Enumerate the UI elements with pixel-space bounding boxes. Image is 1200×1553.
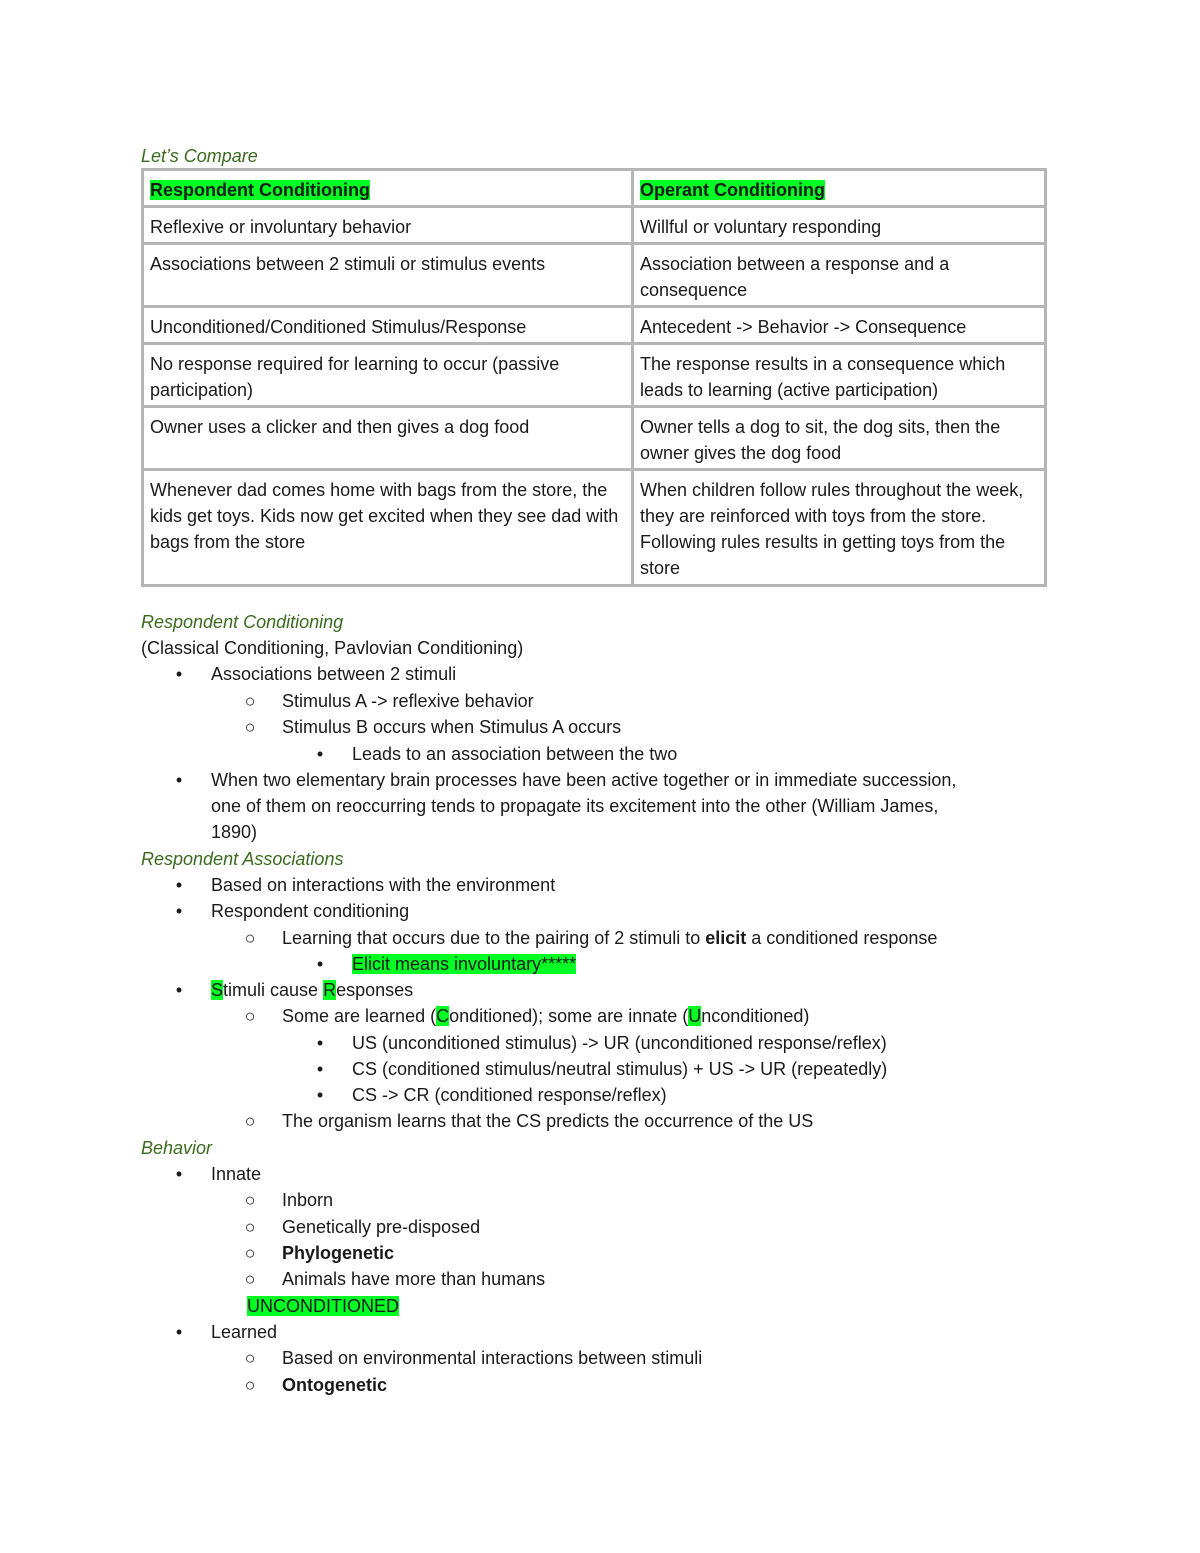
associations-heading: Respondent Associations: [141, 849, 344, 869]
bullet-circle-icon: ○: [244, 1348, 256, 1368]
bullet-circle-icon: ○: [244, 1217, 256, 1237]
text-run: nconditioned): [701, 1006, 810, 1026]
table-cell: When children follow rules throughout the week, they are reinforced with toys from the store. Following rules results in getting toys from the store: [633, 470, 1046, 586]
table-cell: Willful or voluntary responding: [633, 207, 1046, 244]
bullet-circle-icon: ○: [244, 1243, 256, 1263]
table-cell: Owner tells a dog to sit, the dog sits, then the owner gives the dog food: [633, 407, 1046, 470]
table-row: [143, 470, 1046, 586]
highlighted-text: Elicit means involuntary*****: [352, 954, 577, 974]
table-row: [143, 207, 1046, 244]
bullet-disc-icon: •: [175, 980, 183, 1000]
list-item: Phylogenetic: [282, 1243, 395, 1263]
bullet-disc-icon: •: [316, 744, 324, 764]
table-cell: Owner uses a clicker and then gives a dog food: [143, 407, 633, 470]
list-item: one of them on reoccurring tends to propagate its excitement into the other (William James,: [211, 796, 939, 816]
list-item: CS -> CR (conditioned response/reflex): [352, 1085, 667, 1105]
list-item: US (unconditioned stimulus) -> UR (unconditioned response/reflex): [352, 1033, 887, 1053]
list-item: Associations between 2 stimuli: [211, 664, 457, 684]
table-cell: The response results in a consequence which leads to learning (active participation): [633, 344, 1046, 407]
highlighted-text: UNCONDITIONED: [247, 1296, 399, 1316]
compare-heading: Let’s Compare: [141, 146, 258, 166]
list-item: [352, 953, 576, 975]
list-item: Leads to an association between the two: [352, 744, 678, 764]
highlighted-letter: S: [211, 980, 224, 1000]
bullet-circle-icon: ○: [244, 1190, 256, 1210]
list-item: The organism learns that the CS predicts the occurrence of the US: [282, 1111, 814, 1131]
list-item: Inborn: [282, 1190, 334, 1210]
bullet-disc-icon: •: [316, 1033, 324, 1053]
bullet-disc-icon: •: [175, 1164, 183, 1184]
list-item: Based on interactions with the environment: [211, 875, 556, 895]
highlighted-letter: R: [323, 980, 337, 1000]
bullet-circle-icon: ○: [244, 1006, 256, 1026]
bullet-circle-icon: ○: [244, 1111, 256, 1131]
respondent-subtitle: (Classical Conditioning, Pavlovian Conditioning): [141, 638, 524, 658]
list-item: CS (conditioned stimulus/neutral stimulus) + US -> UR (repeatedly): [352, 1059, 888, 1079]
text-run: esponses: [336, 980, 414, 1000]
text-run: onditioned); some are innate (: [449, 1006, 689, 1026]
table-cell: No response required for learning to occur (passive participation): [143, 344, 633, 407]
table-cell: Reflexive or involuntary behavior: [143, 207, 633, 244]
table-cell: Unconditioned/Conditioned Stimulus/Response: [143, 307, 633, 344]
bullet-circle-icon: ○: [244, 691, 256, 711]
table-header-cell: [143, 170, 633, 207]
bullet-circle-icon: ○: [244, 1375, 256, 1395]
table-row: [143, 307, 1046, 344]
text-run: Some are learned (: [282, 1006, 437, 1026]
comparison-table: [141, 168, 1047, 587]
list-item: [282, 927, 937, 949]
operant-header: Operant Conditioning: [640, 180, 825, 200]
list-item: Stimulus A -> reflexive behavior: [282, 691, 534, 711]
table-row: [143, 344, 1046, 407]
list-item: Based on environmental interactions between stimuli: [282, 1348, 703, 1368]
behavior-heading: Behavior: [141, 1138, 213, 1158]
bullet-disc-icon: •: [175, 901, 183, 921]
list-item: Innate: [211, 1164, 262, 1184]
list-item: Animals have more than humans: [282, 1269, 546, 1289]
highlighted-letter: C: [436, 1006, 450, 1026]
bullet-circle-icon: ○: [244, 1269, 256, 1289]
bullet-disc-icon: •: [316, 1085, 324, 1105]
table-header-row: [143, 170, 1046, 207]
list-item: [282, 1005, 809, 1027]
list-item: 1890): [211, 822, 258, 842]
bullet-disc-icon: •: [175, 1322, 183, 1342]
text-run: timuli cause: [223, 980, 324, 1000]
bullet-disc-icon: •: [316, 954, 324, 974]
bullet-disc-icon: •: [175, 875, 183, 895]
list-item: When two elementary brain processes have been active together or in immediate succession,: [211, 770, 957, 790]
bullet-circle-icon: ○: [244, 717, 256, 737]
bullet-disc-icon: •: [316, 1059, 324, 1079]
bullet-disc-icon: •: [175, 664, 183, 684]
list-item: Ontogenetic: [282, 1375, 388, 1395]
table-row: [143, 244, 1046, 307]
bullet-disc-icon: •: [175, 770, 183, 790]
list-item: Stimulus B occurs when Stimulus A occurs: [282, 717, 622, 737]
bullet-circle-icon: ○: [244, 928, 256, 948]
text-run-bold: elicit: [705, 928, 747, 948]
highlighted-letter: U: [688, 1006, 702, 1026]
list-item: Genetically pre-disposed: [282, 1217, 481, 1237]
text-run: Learning that occurs due to the pairing of 2 stimuli to: [282, 928, 706, 948]
table-header-cell: [633, 170, 1046, 207]
list-item: [211, 979, 413, 1001]
table-cell: Association between a response and a consequence: [633, 244, 1046, 307]
table-cell: Antecedent -> Behavior -> Consequence: [633, 307, 1046, 344]
respondent-heading: Respondent Conditioning: [141, 612, 344, 632]
table-cell: Whenever dad comes home with bags from the store, the kids get toys. Kids now get excited when they see dad with bags from the store: [143, 470, 633, 586]
unconditioned-label: [247, 1295, 399, 1317]
respondent-header: Respondent Conditioning: [150, 180, 370, 200]
text-run: a conditioned response: [746, 928, 938, 948]
table-cell: Associations between 2 stimuli or stimulus events: [143, 244, 633, 307]
list-item: Learned: [211, 1322, 278, 1342]
table-row: [143, 407, 1046, 470]
list-item: Respondent conditioning: [211, 901, 410, 921]
